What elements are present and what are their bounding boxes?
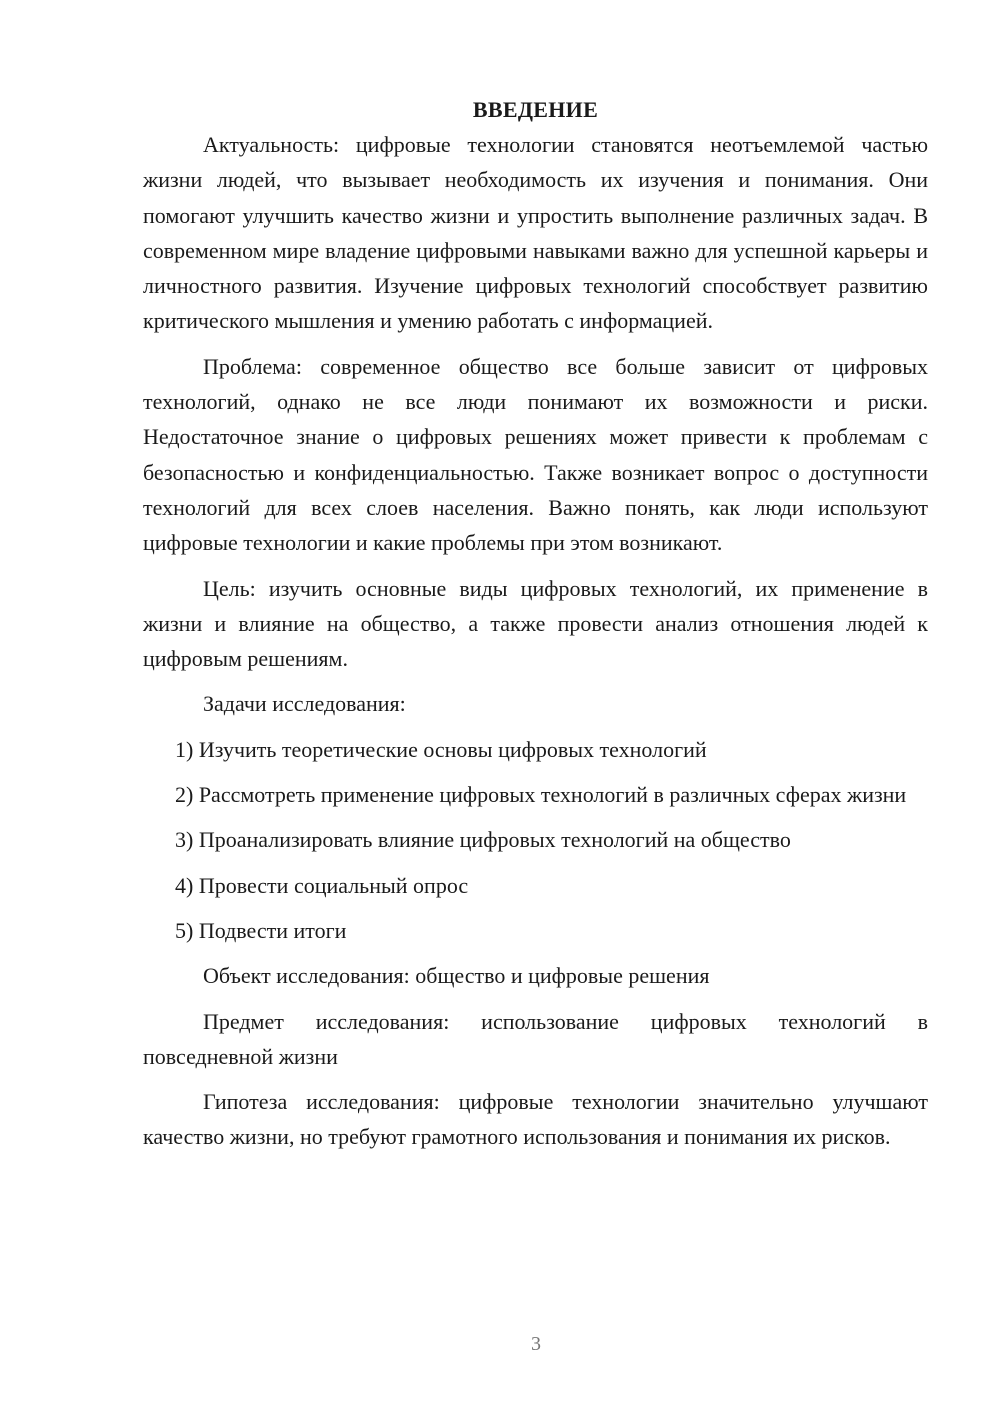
goal-paragraph: Цель: изучить основные виды цифровых технологий, их применение в жизни и влияние на общество, а также провести анализ отношения людей к цифровым решениям.	[143, 575, 928, 672]
page-title: ВВЕДЕНИЕ	[472, 97, 599, 122]
hypothesis-paragraph: Гипотеза исследования: цифровые технологии значительно улучшают качество жизни, но требуют грамотного использования и понимания их рисков.	[143, 1089, 928, 1150]
task-item-3: 3) Проанализировать влияние цифровых технологий на общество	[175, 827, 791, 853]
subject-paragraph: Предмет исследования: использование цифровых технологий в повседневной жизни	[143, 1008, 928, 1069]
object-paragraph: Объект исследования: общество и цифровые решения	[203, 963, 710, 989]
task-item-2: 2) Рассмотреть применение цифровых технологий в различных сферах жизни	[175, 782, 907, 808]
task-item-4: 4) Провести социальный опрос	[175, 872, 469, 898]
relevance-paragraph: Актуальность: цифровые технологии становятся неотъемлемой частью жизни людей, что вызывает необходимость их изучения и понимания. Они помогают улучшить качество жизни и упростить выполнение различных задач. В современном мире владение цифровыми навыками важно для успешной карьеры и личностного развития. Изучение цифровых технологий способствует развитию критического мышления и умению работать с информацией.	[143, 132, 928, 334]
problem-paragraph: Проблема: современное общество все больше зависит от цифровых технологий, однако не все люди понимают их возможности и риски. Недостаточное знание о цифровых решениях может привести к проблемам с безопасностью и конфиденциальностью. Также возникает вопрос о доступности технологий для всех слоев населения. Важно понять, как люди используют цифровые технологии и какие проблемы при этом возникают.	[143, 353, 928, 556]
task-item-1: 1) Изучить теоретические основы цифровых технологий	[175, 736, 707, 762]
tasks-heading: Задачи исследования:	[203, 691, 406, 717]
task-item-5: 5) Подвести итоги	[175, 917, 347, 943]
page-number: 3	[531, 1333, 541, 1355]
document-page	[143, 92, 928, 1165]
